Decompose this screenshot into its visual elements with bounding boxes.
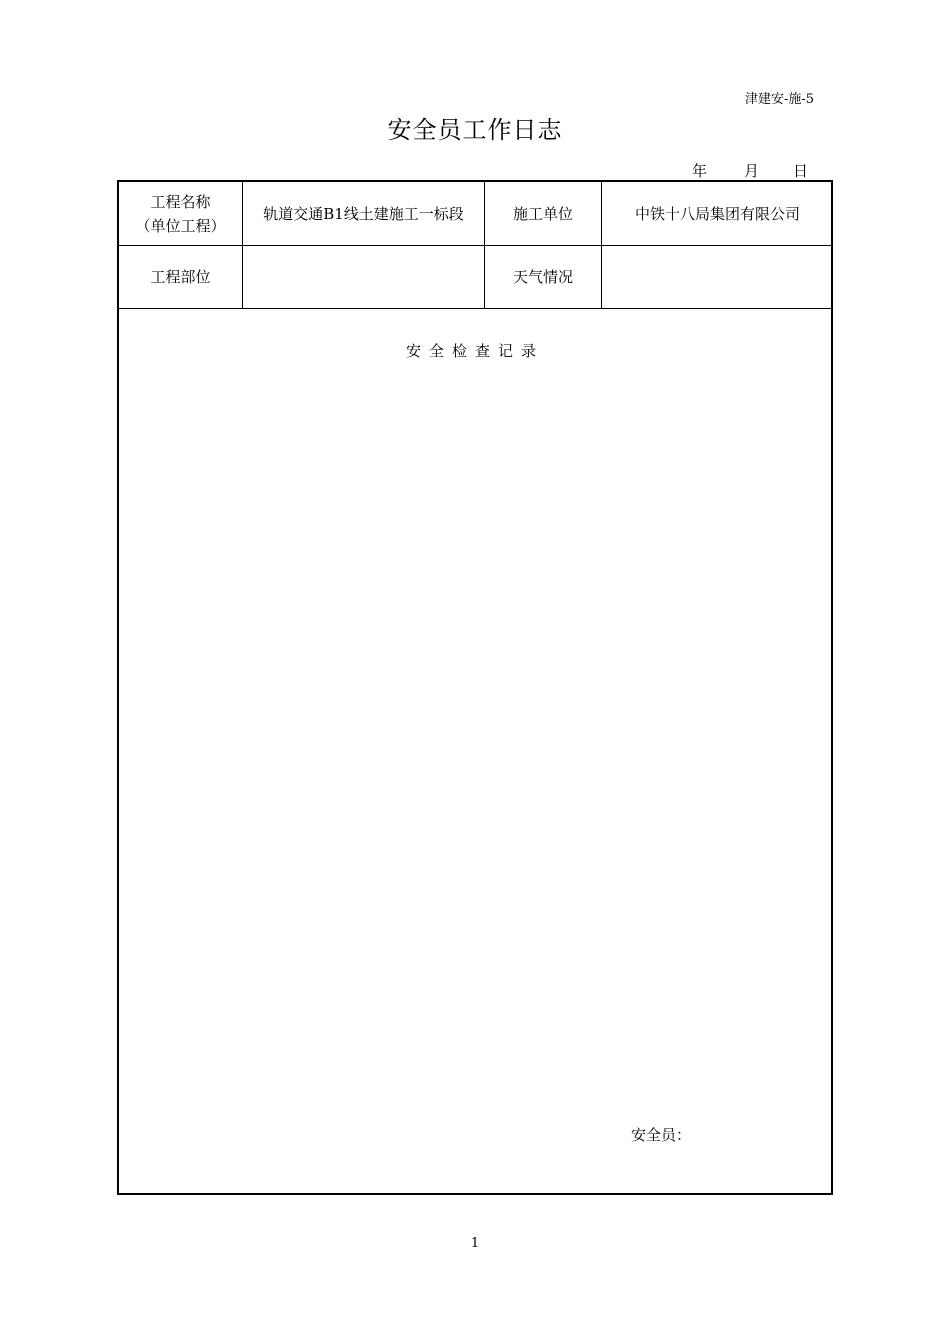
- contractor-value: 中铁十八局集团有限公司: [634, 204, 800, 223]
- page-title: 安全员工作日志: [387, 116, 563, 144]
- log-table: [117, 180, 833, 1195]
- contractor-field[interactable]: [602, 182, 833, 245]
- row-divider: [119, 308, 831, 309]
- project-name-label-line2: （单位工程）: [135, 216, 226, 235]
- page-number: 1: [470, 1236, 480, 1251]
- date-day-label: 日: [793, 162, 809, 180]
- project-name-label: [119, 182, 242, 245]
- location-label-text: 工程部位: [150, 268, 211, 286]
- project-name-label-line1: 工程名称: [150, 192, 211, 211]
- weather-label-text: 天气情况: [512, 268, 573, 286]
- date-month-label: 月: [744, 162, 760, 180]
- location-label: [119, 246, 242, 308]
- project-name-field[interactable]: [243, 182, 484, 245]
- weather-field[interactable]: [602, 246, 833, 308]
- form-code: 津建安-施-5: [744, 92, 814, 107]
- date-year-label: 年: [692, 162, 708, 180]
- contractor-label-text: 施工单位: [512, 204, 573, 223]
- safety-officer-label: 安全员：: [631, 1126, 692, 1144]
- safety-record-title: 安全检查记录: [405, 342, 544, 360]
- safety-record-area[interactable]: [119, 382, 831, 1102]
- project-name-value: 轨道交通B1线土建施工一标段: [263, 204, 464, 223]
- location-field[interactable]: [243, 246, 484, 308]
- contractor-label: [485, 182, 601, 245]
- weather-label: [485, 246, 601, 308]
